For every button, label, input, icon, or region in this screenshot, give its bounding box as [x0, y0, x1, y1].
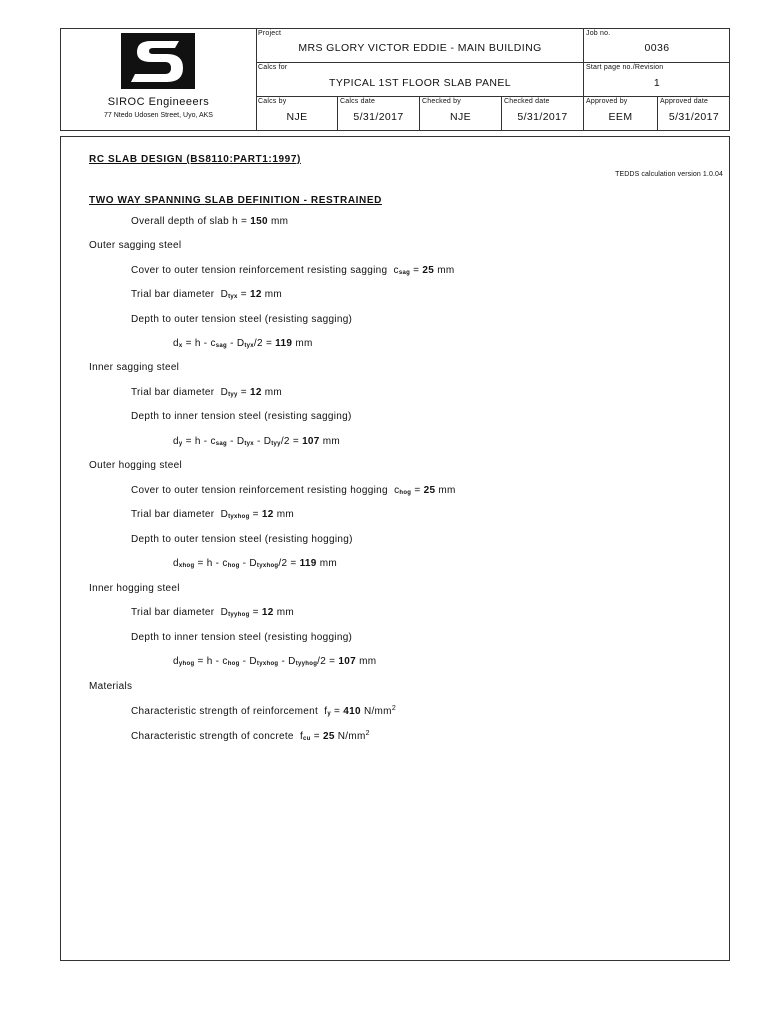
symbol-sub: tyxhog: [228, 514, 250, 520]
fcu-line: Characteristic strength of concrete $f_{cu} = 25$ $N/mm^2$: [131, 730, 370, 742]
checked-by-label: Checked by: [422, 98, 461, 105]
fy-value: 410: [343, 706, 361, 717]
approved-by-value: EEM: [608, 111, 633, 123]
symbol-sub: tyy: [228, 392, 238, 398]
calcs-by-value: NJE: [286, 111, 308, 123]
symbol-sub: yhog: [178, 661, 195, 667]
symbol-sub: hog: [227, 661, 240, 667]
unit-exponent: 2: [391, 705, 397, 712]
unit-exponent: 2: [365, 730, 370, 737]
calcs-date-value: 5/31/2017: [353, 111, 404, 123]
dx-formula-line: $d_x = h - c_{sag} - D_{tyx}/2 = 119$ mm: [173, 338, 313, 349]
tyy-value: 12: [249, 387, 262, 398]
dyhog-formula-line: $d_{yhog} = h - c_{hog} - D_{tyxhog} - D_{tyyhog}/2 = 107$ mm: [173, 656, 377, 667]
calcs-date-label: Calcs date: [340, 98, 376, 105]
job-no-value: 0036: [644, 42, 670, 54]
company-name: SIROC Engineeers: [107, 96, 210, 108]
fy-label: Characteristic strength of reinforcement: [131, 706, 319, 717]
divider: [256, 62, 730, 63]
symbol-sub: tyx: [228, 294, 238, 300]
materials-heading: Materials: [89, 681, 133, 692]
symbol-sub: hog: [399, 490, 412, 496]
company-logo: [121, 33, 195, 89]
symbol-sub: y: [178, 441, 183, 447]
company-address: 77 Ntedo Udosen Street, Uyo, AKS: [104, 112, 213, 119]
symbol-sub: tyy: [271, 441, 281, 447]
unit: N/mm: [337, 731, 366, 742]
inner-sagging-heading: Inner sagging steel: [89, 362, 180, 373]
inner-hogging-heading: Inner hogging steel: [89, 583, 180, 594]
unit: N/mm: [363, 706, 392, 717]
divider: [256, 96, 730, 97]
fcu-label: Characteristic strength of concrete: [131, 731, 294, 742]
approved-date-value: 5/31/2017: [668, 111, 720, 123]
overall-depth-line: [131, 216, 288, 227]
calcs-by-label: Calcs by: [258, 98, 287, 105]
symbol: D: [220, 607, 229, 618]
fy-line: Characteristic strength of reinforcement $f_y = 410$ $N/mm^2$: [131, 705, 397, 717]
cover-sag-value: 25: [422, 265, 435, 276]
depth-inner-sag-label: Depth to inner tension steel (resisting sagging): [131, 411, 352, 422]
tyyhog-value: 12: [261, 607, 274, 618]
symbol: D: [220, 509, 229, 520]
symbol-sub: sag: [215, 441, 228, 447]
checked-date-value: 5/31/2017: [517, 111, 568, 123]
fcu-value: 25: [322, 731, 335, 742]
dyhog-value: 107: [338, 656, 356, 667]
title-block: [60, 28, 730, 131]
unit: mm: [264, 289, 283, 300]
unit: mm: [276, 509, 294, 520]
checked-by-value: NJE: [449, 111, 472, 123]
outer-sagging-heading: Outer sagging steel: [89, 240, 182, 251]
symbol-sub: tyxhog: [256, 661, 279, 667]
unit: mm: [276, 607, 294, 618]
symbol-sub: tyyhog: [228, 612, 250, 618]
checked-date-label: Checked date: [504, 98, 550, 105]
trial-bar-label: Trial bar diameter: [131, 509, 215, 520]
outer-hogging-heading: Outer hogging steel: [89, 460, 182, 471]
version-note: TEDDS calculation version 1.0.04: [615, 171, 723, 178]
symbol: c: [394, 485, 400, 496]
tyx-value: 12: [249, 289, 262, 300]
cover-hog-value: 25: [423, 485, 436, 496]
project-label: Project: [258, 30, 282, 37]
symbol-sub: x: [178, 343, 183, 349]
start-page-label: Start page no./Revision: [586, 64, 664, 71]
dy-formula-line: $d_y = h - c_{sag} - D_{tyx} - D_{tyy}/2 = 107$ mm: [173, 436, 341, 447]
unit: mm: [270, 216, 289, 227]
start-page-value: 1: [653, 77, 661, 89]
symbol-sub: tyyhog: [295, 661, 318, 667]
unit: mm: [295, 338, 313, 349]
calcs-for-value: TYPICAL 1ST FLOOR SLAB PANEL: [329, 77, 511, 89]
symbol-sub: xhog: [178, 563, 195, 569]
trial-bar-tyy-line: Trial bar diameter $D_{tyy} = 12$ mm: [131, 387, 283, 398]
calcs-for-label: Calcs for: [258, 64, 288, 71]
overall-depth-label: Overall depth of slab h =: [131, 216, 251, 227]
sheet-title: RC SLAB DESIGN (BS8110:PART1:1997): [89, 154, 301, 165]
trial-bar-tyxhog-line: Trial bar diameter $D_{tyxhog} = 12$ mm: [131, 509, 294, 520]
formula: = h - c: [197, 558, 228, 569]
symbol-sub: y: [327, 711, 331, 717]
symbol-sub: sag: [398, 270, 411, 276]
depth-outer-sag-label: Depth to outer tension steel (resisting sagging): [131, 314, 353, 325]
depth-outer-hog-label: Depth to outer tension steel (resisting hogging): [131, 534, 353, 545]
symbol: c: [393, 265, 399, 276]
symbol: D: [220, 289, 229, 300]
symbol-sub: tyx: [244, 441, 254, 447]
job-no-label: Job no.: [586, 30, 611, 37]
approved-date-label: Approved date: [660, 98, 709, 105]
dxhog-value: 119: [299, 558, 317, 569]
symbol-sub: tyxhog: [256, 563, 279, 569]
trial-bar-label: Trial bar diameter: [131, 607, 215, 618]
cover-hog-label: Cover to outer tension reinforcement resisting hogging: [131, 485, 388, 496]
unit: mm: [319, 558, 338, 569]
symbol-sub: sag: [215, 343, 228, 349]
symbol: D: [220, 387, 229, 398]
unit: mm: [438, 485, 456, 496]
unit: mm: [437, 265, 455, 276]
formula: = h - c: [185, 338, 216, 349]
trial-bar-label: Trial bar diameter: [131, 387, 215, 398]
section-title: TWO WAY SPANNING SLAB DEFINITION - RESTRAINED: [89, 195, 382, 206]
formula: = h - c: [185, 436, 216, 447]
s-logo-icon: [121, 33, 195, 89]
overall-depth-value: 150: [250, 216, 268, 227]
dy-value: 107: [302, 436, 320, 447]
unit: mm: [322, 436, 341, 447]
dx-value: 119: [275, 338, 293, 349]
calculation-sheet: [60, 136, 730, 961]
dxhog-formula-line: $d_{xhog} = h - c_{hog} - D_{tyxhog}/2 = 119$ mm: [173, 558, 338, 569]
unit: mm: [359, 656, 377, 667]
trial-bar-tyx-line: Trial bar diameter $D_{tyx} = 12$ mm: [131, 289, 283, 300]
cover-sag-label: Cover to outer tension reinforcement resisting sagging: [131, 265, 388, 276]
symbol-sub: hog: [227, 563, 240, 569]
cover-hog-line: Cover to outer tension reinforcement resisting hogging $c_{hog} = 25$ mm: [131, 485, 456, 496]
depth-inner-hog-label: Depth to inner tension steel (resisting hogging): [131, 632, 353, 643]
trial-bar-label: Trial bar diameter: [131, 289, 215, 300]
formula: = h - c: [197, 656, 228, 667]
cover-sag-line: Cover to outer tension reinforcement resisting sagging $c_{sag} = 25$ mm: [131, 265, 455, 276]
approved-by-label: Approved by: [586, 98, 628, 105]
tyxhog-value: 12: [261, 509, 274, 520]
symbol-sub: tyx: [244, 343, 254, 349]
trial-bar-tyyhog-line: Trial bar diameter $D_{tyyhog} = 12$ mm: [131, 607, 294, 618]
project-value: MRS GLORY VICTOR EDDIE - MAIN BUILDING: [298, 42, 542, 54]
symbol-sub: cu: [303, 736, 311, 742]
unit: mm: [264, 387, 283, 398]
